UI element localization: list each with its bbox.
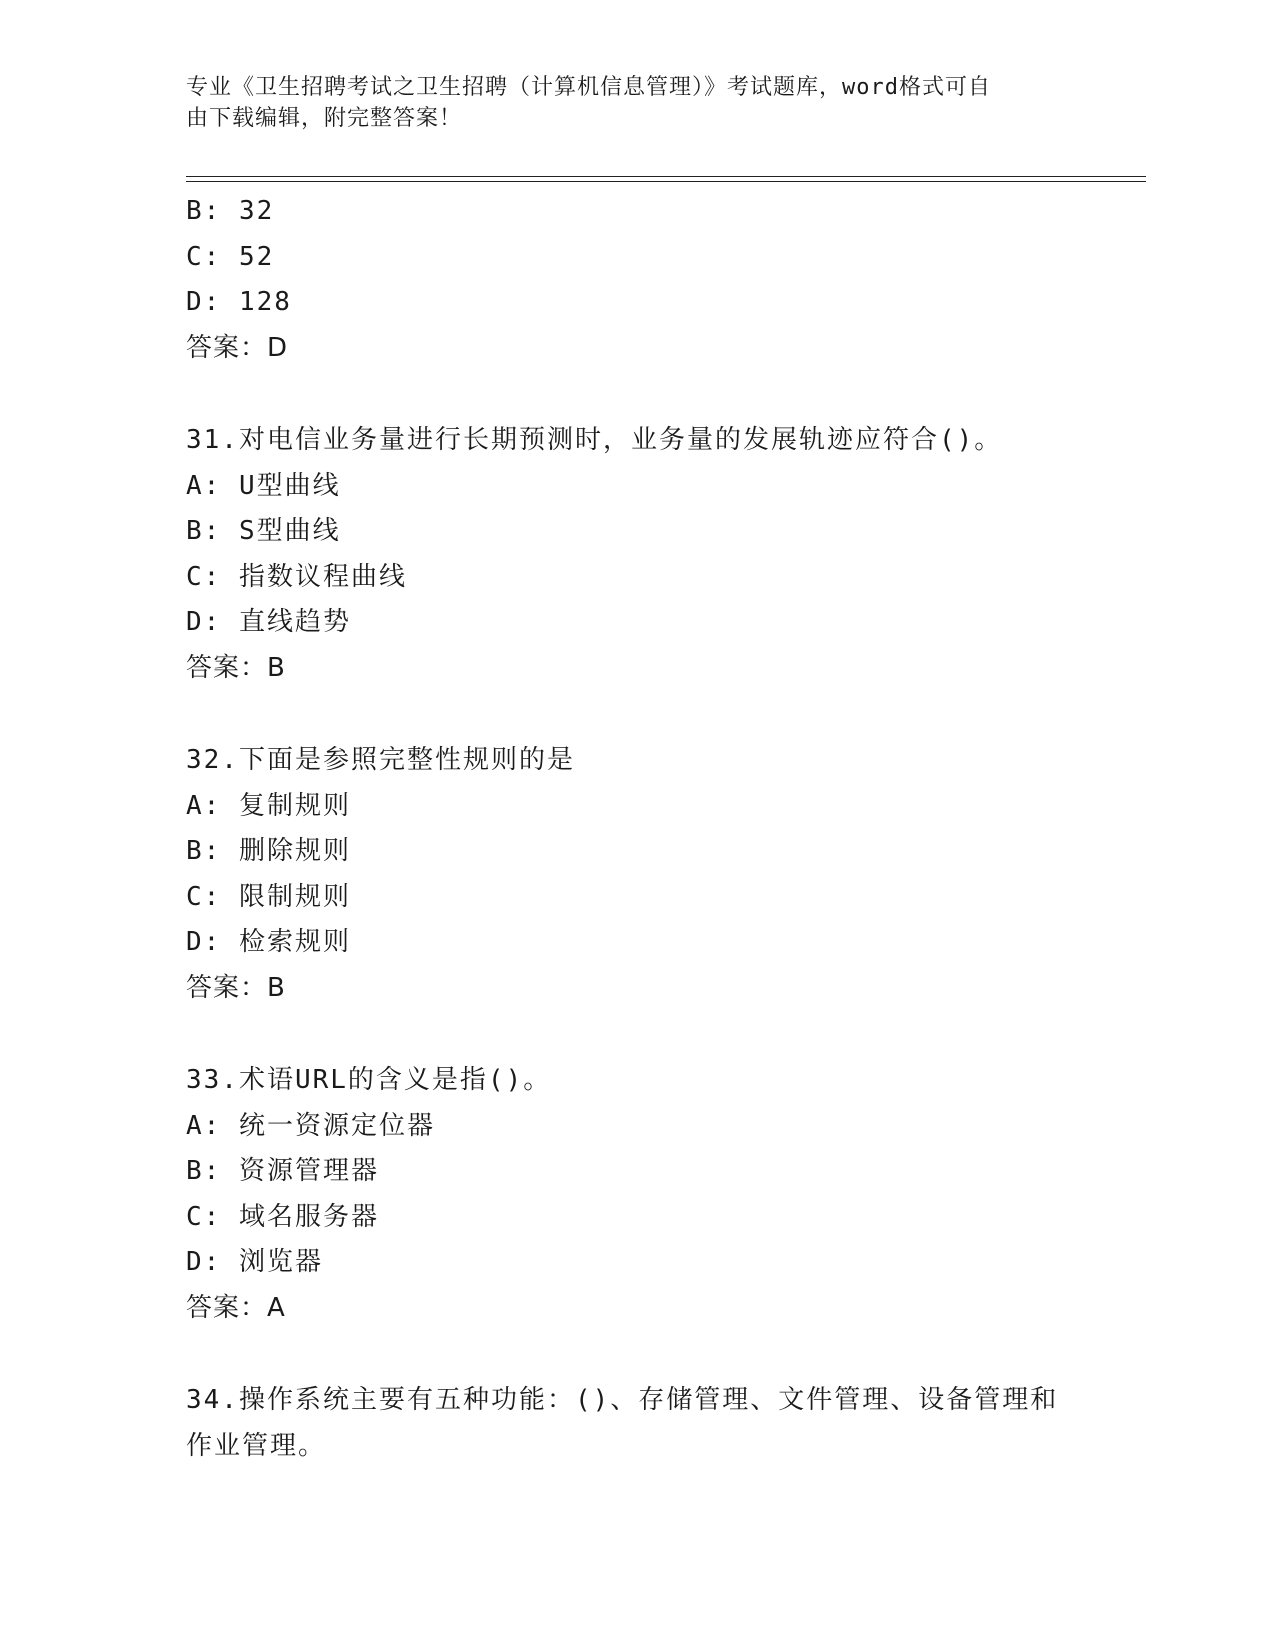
- question-stem-line-2: 作业管理。: [186, 1430, 327, 1461]
- option-d: D: 浏览器: [186, 1247, 323, 1277]
- option-b: B: 删除规则: [186, 836, 351, 866]
- option-d: D: 128: [186, 287, 292, 317]
- option-b: B: 32: [186, 196, 275, 226]
- question-stem: 32.下面是参照完整性规则的是: [186, 745, 575, 775]
- question-stem-line-1: 34.操作系统主要有五种功能：()、存储管理、文件管理、设备管理和: [186, 1385, 1059, 1415]
- question-30-continued: [186, 189, 1086, 371]
- option-d: D: 检索规则: [186, 927, 351, 957]
- header-line-2: 由下载编辑，附完整答案！: [186, 106, 463, 131]
- header-line-1: 专业《卫生招聘考试之卫生招聘（计算机信息管理）》考试题库，word格式可自: [186, 75, 991, 100]
- option-d: D: 直线趋势: [186, 607, 351, 637]
- answer: 答案：B: [186, 972, 286, 1003]
- spacer: [186, 691, 1086, 738]
- question-32: [186, 738, 1086, 1011]
- option-c: C: 52: [186, 241, 275, 272]
- option-a: A: 复制规则: [186, 790, 351, 821]
- header-divider-top: [186, 176, 1146, 177]
- option-b: B: S型曲线: [186, 516, 341, 546]
- answer: 答案：B: [186, 652, 286, 683]
- spacer: [186, 1331, 1086, 1378]
- option-c: C: 域名服务器: [186, 1201, 379, 1232]
- question-stem: 33.术语URL的含义是指()。: [186, 1065, 552, 1095]
- document-header: [186, 72, 1066, 134]
- option-c: C: 指数议程曲线: [186, 561, 407, 592]
- answer: 答案：A: [186, 1292, 286, 1323]
- spacer: [186, 1011, 1086, 1058]
- question-31: [186, 418, 1086, 691]
- answer: 答案：D: [186, 332, 289, 363]
- option-b: B: 资源管理器: [186, 1156, 379, 1186]
- question-list: [186, 189, 1086, 1469]
- header-divider-bottom: [186, 181, 1146, 182]
- spacer: [186, 371, 1086, 418]
- option-c: C: 限制规则: [186, 881, 351, 912]
- question-33: [186, 1058, 1086, 1331]
- question-34: [186, 1378, 1086, 1469]
- question-stem: 31.对电信业务量进行长期预测时，业务量的发展轨迹应符合()。: [186, 425, 1003, 455]
- option-a: A: 统一资源定位器: [186, 1110, 435, 1141]
- option-a: A: U型曲线: [186, 470, 341, 501]
